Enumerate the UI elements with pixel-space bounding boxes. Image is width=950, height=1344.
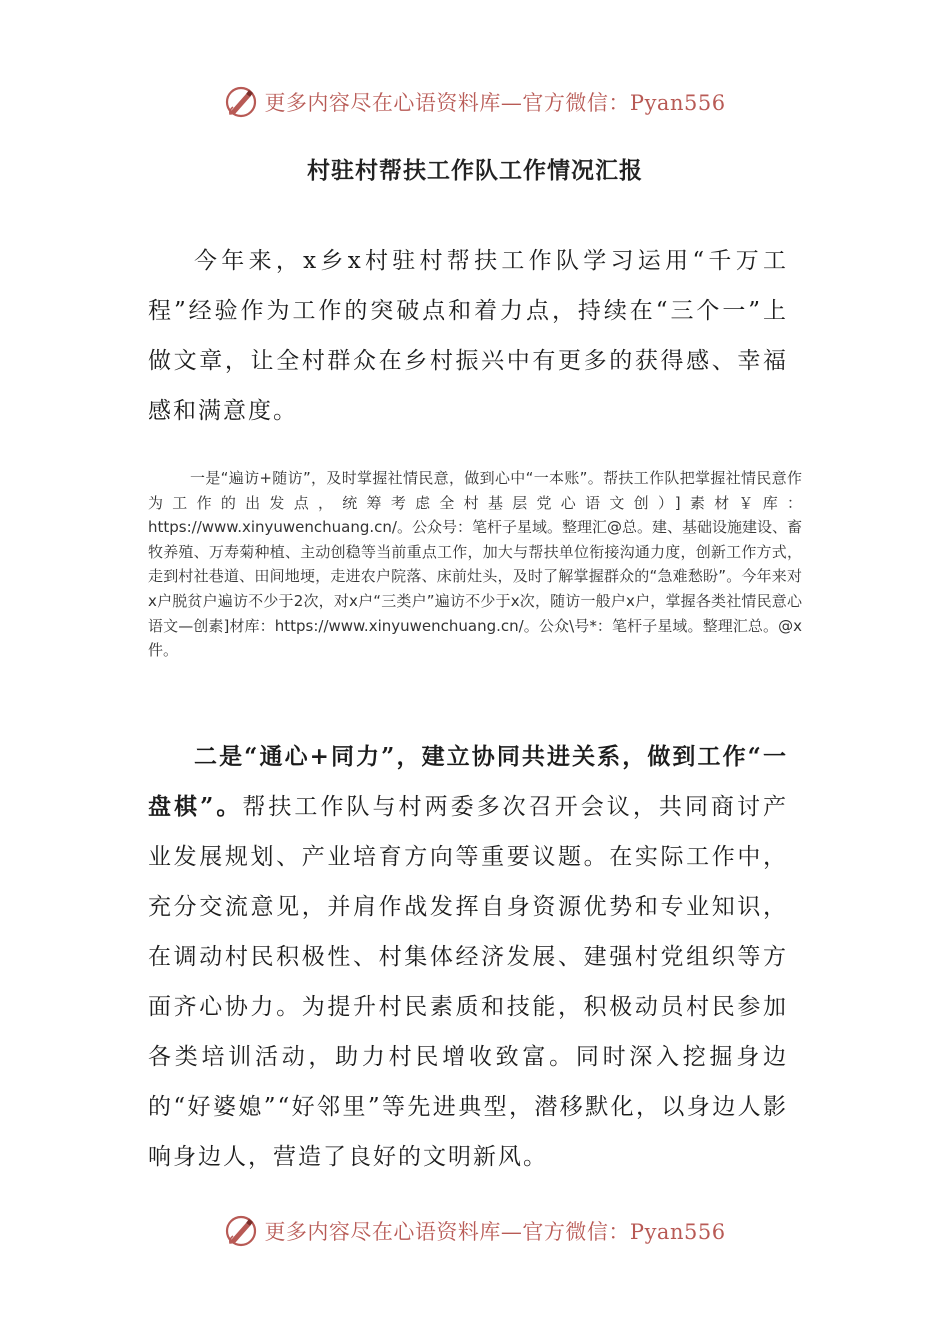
pen-logo-icon [224, 85, 258, 119]
header-watermark [0, 82, 950, 122]
section-two-heading: 二是“通心+同力”，建立协同共进关系，做到工作“一盘棋”。 [148, 743, 788, 820]
footer-watermark [0, 1211, 950, 1251]
pen-logo-icon [224, 1214, 258, 1248]
watermark-text: 更多内容尽在心语资料库—官方微信：Pyan556 [264, 91, 726, 115]
intro-paragraph: 今年来，x乡x村驻村帮扶工作队学习运用“千万工程”经验作为工作的突破点和着力点，持续在“三个一”上做文章，让全村群众在乡村振兴中有更多的获得感、幸福感和满意度。 [148, 248, 788, 424]
section-two-paragraph [148, 732, 788, 1182]
watermark-text: 更多内容尽在心语资料库—官方微信：Pyan556 [264, 1220, 726, 1244]
section-two-body: 帮扶工作队与村两委多次召开会议，共同商讨产业发展规划、产业培育方向等重要议题。在实际工作中，充分交流意见，并肩作战发挥自身资源优势和专业知识，在调动村民积极性、村集体经济发展、建强村党组织等方面齐心协力。为提升村民素质和技能，积极动员村民参加各类培训活动，助力村民增收致富。同时深入挖掘身边的“好婆媳”“好邻里”等先进典型，潜移默化，以身边人影响身边人，营造了良好的文明新风。 [148, 794, 788, 1170]
section-one-paragraph: 一是“遍访+随访”，及时掌握社情民意，做到心中“一本账”。帮扶工作队把掌握社情民意作为工作的出发点，统筹考虑全村基层党心语文创）]素材￥库：https://www.xinyuwenchuang.cn/。公众号：笔杆子星域。整理汇@总。建、基础设施建设、畜牧养殖、万寿菊种植、主动创稳等当前重点工作，加大与帮扶单位衔接沟通力度，创新工作方式，走到村社巷道、田间地埂，走进农户院落、床前灶头，及时了解掌握群众的“急难愁盼”。今年来对x户脱贫户遍访不少于2次，对x户“三类户”遍访不少于x次，随访一般户x户，掌握各类社情民意心语文—创素]材库：https://www.xinyuwenchuang.cn/。公众\号*：笔杆子星域。整理汇总。@x件。 [148, 469, 803, 660]
document-title: 村驻村帮扶工作队工作情况汇报 [307, 157, 643, 184]
